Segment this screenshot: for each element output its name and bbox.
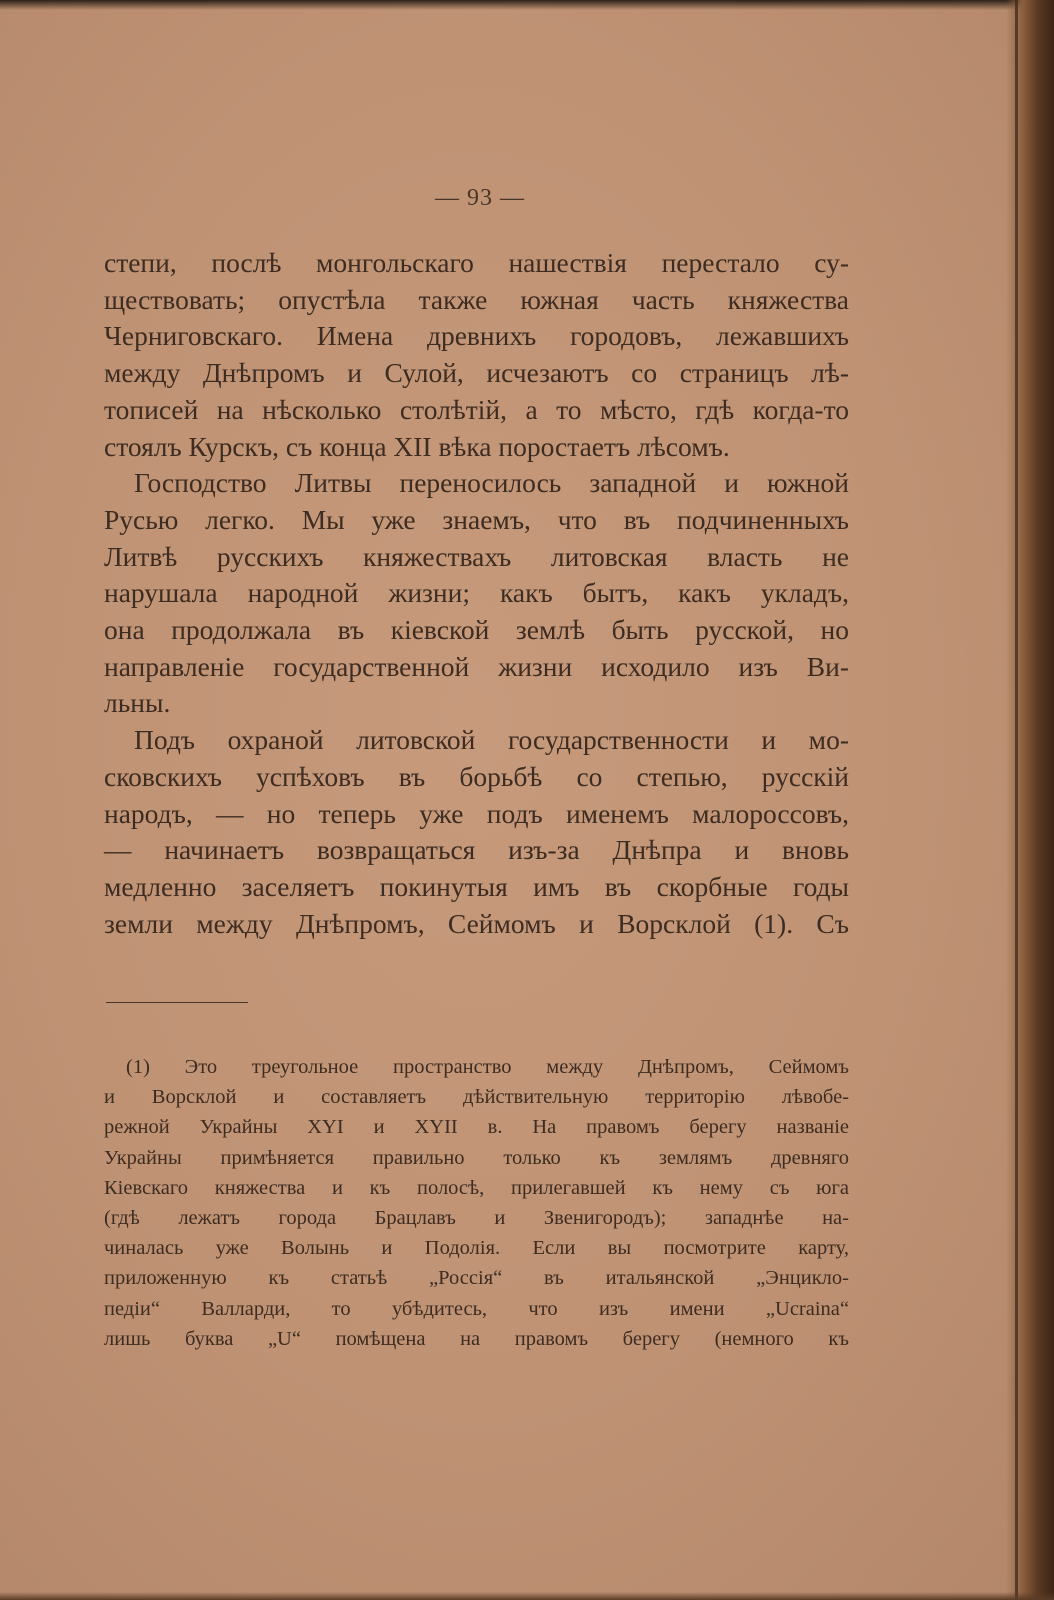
footnote-line: режной Украйны XYI и XYII в. На правомъ берегу названіе	[104, 1116, 849, 1139]
body-line: степи, послѣ монгольскаго нашествія перестало су-	[104, 247, 849, 278]
footnote-line: педіи“ Валларди, то убѣдитесь, что изъ имени „Ucraina“	[104, 1297, 849, 1320]
body-line: тописей на нѣсколько столѣтій, а то мѣсто, гдѣ когда-то	[104, 393, 849, 425]
body-line: медленно заселяетъ покинутыя имъ въ скорбные годы	[104, 870, 849, 902]
body-line: Черниговскаго. Имена древнихъ городовъ, лежавшихъ	[104, 320, 849, 352]
footnote-line: приложенную къ статьѣ „Россія“ въ итальянской „Энцикло-	[104, 1267, 849, 1290]
body-line: Литвѣ русскихъ княжествахъ литовская власть не	[104, 540, 849, 572]
page-bottom-edge	[0, 1592, 1054, 1600]
body-text	[104, 245, 849, 942]
body-line: льны.	[104, 687, 171, 719]
footnote-line: Кіевскаго княжества и къ полосѣ, прилегавшей къ нему съ юга	[104, 1176, 849, 1199]
footnote-line: (гдѣ лежатъ города Брацлавъ и Звенигородъ); западнѣе на-	[104, 1207, 849, 1230]
body-line: сковскихъ успѣховъ въ борьбѣ со степью, русскій	[104, 760, 849, 792]
footnote-line: и Ворсклой и составляетъ дѣйствительную территорію лѣвобе-	[104, 1086, 849, 1109]
binding-shadow	[1015, 0, 1018, 1600]
footnote-line: Украйны примѣняется правильно только къ землямъ древняго	[104, 1146, 849, 1169]
footnote-separator	[106, 1002, 248, 1003]
page-number: — 93 —	[435, 185, 525, 211]
body-line: народъ, — но теперь уже подъ именемъ малороссовъ,	[104, 797, 849, 829]
body-line: между Днѣпромъ и Сулой, исчезаютъ со страницъ лѣ-	[104, 357, 849, 389]
body-line: направленіе государственной жизни исходило изъ Ви-	[104, 650, 849, 682]
body-line: стоялъ Курскъ, съ конца XII вѣка поростаетъ лѣсомъ.	[104, 430, 730, 462]
page-right-edge	[1006, 0, 1054, 1600]
page-top-edge	[0, 0, 1054, 10]
body-line: Господство Литвы переносилось западной и южной	[134, 467, 849, 499]
body-line: Подъ охраной литовской государственности и мо-	[134, 724, 849, 756]
body-line: она продолжала въ кіевской землѣ быть русской, но	[104, 614, 849, 646]
body-line: — начинаетъ возвращаться изъ-за Днѣпра и вновь	[104, 834, 849, 866]
footnote-line: лишь буква „U“ помѣщена на правомъ берегу (немного къ	[104, 1327, 849, 1350]
footnote-line: чиналась уже Волынь и Подолія. Если вы посмотрите карту,	[104, 1237, 849, 1260]
body-line: нарушала народной жизни; какъ бытъ, какъ укладъ,	[104, 577, 849, 609]
body-line: ществовать; опустѣла также южная часть княжества	[104, 283, 849, 315]
footnote	[104, 1052, 849, 1354]
footnote-line: (1) Это треугольное пространство между Днѣпромъ, Сеймомъ	[126, 1056, 849, 1078]
body-line: Русью легко. Мы уже знаемъ, что въ подчиненныхъ	[104, 503, 849, 535]
body-line: земли между Днѣпромъ, Сеймомъ и Ворсклой (1). Съ	[104, 907, 849, 939]
